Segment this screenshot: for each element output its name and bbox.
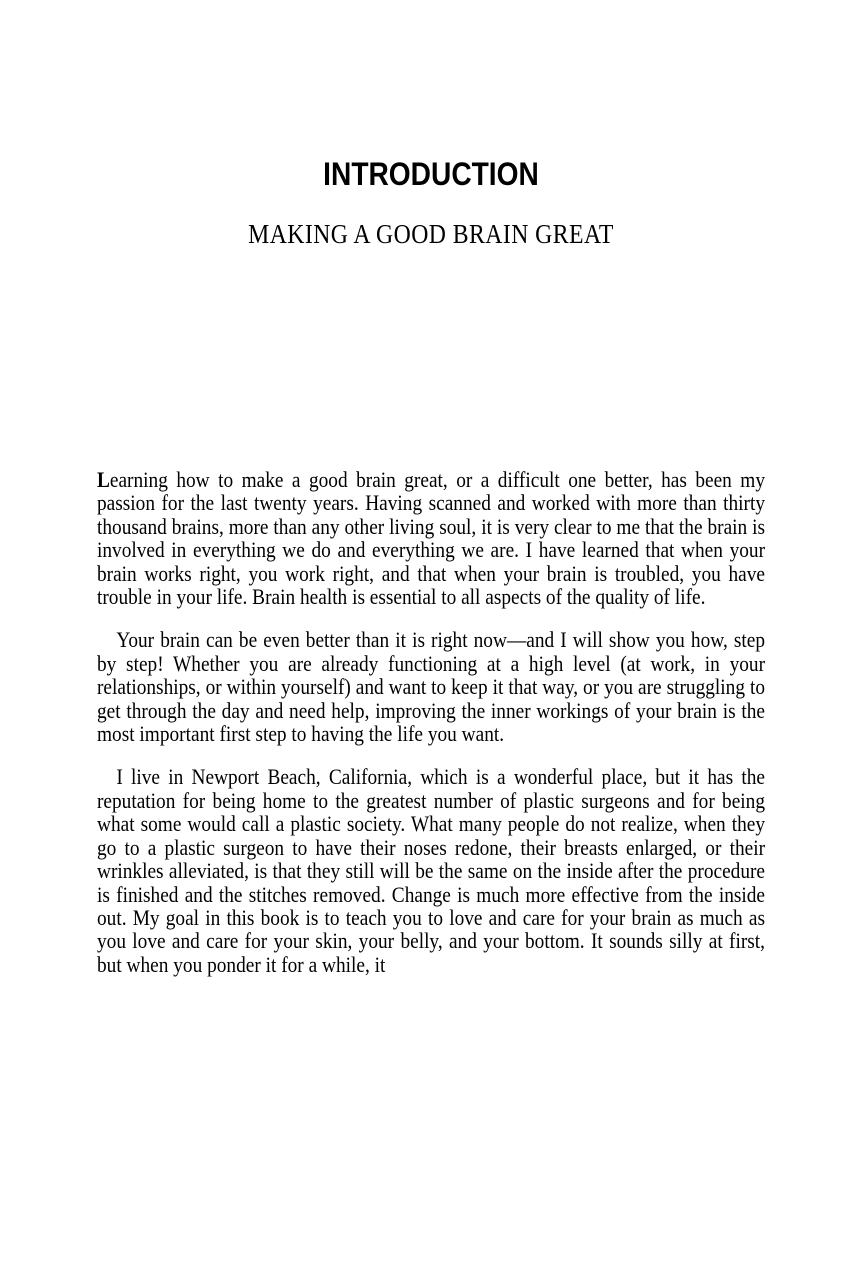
body-text	[97, 468, 765, 976]
chapter-subtitle: MAKING A GOOD BRAIN GREAT	[248, 219, 614, 249]
chapter-title: INTRODUCTION	[323, 156, 539, 192]
paragraph-1	[97, 468, 765, 608]
paragraph-1-text: earning how to make a good brain great, or a difficult one better, has been my passion for the last twenty years. Having scanned and worked with more than thirty thousand brains, more than any other living soul, it is very clear to me that the brain is involved in everything we do and everything we are. I have learned that when your brain works right, you work right, and that when your brain is troubled, you have trouble in your life. Brain health is essential to all aspects of the quality of life.	[96, 467, 766, 610]
paragraph-2: Your brain can be even better than it is right now—and I will show you how, step by step! Whether you are already functioning at a high level (at work, in your relationships, or within yourself) and want to keep it that way, or you are struggling to get through the day and need help, improving the inner workings of your brain is the most important first step to having the life you want.	[96, 627, 766, 747]
lead-capital: L	[96, 467, 110, 492]
book-page	[97, 158, 765, 976]
paragraph-3: I live in Newport Beach, California, which is a wonderful place, but it has the reputation for being home to the greatest number of plastic surgeons and for being what some would call a plastic society. What many people do not realize, when they go to a plastic surgeon to have their noses redone, their breasts enlarged, or their wrinkles alleviated, is that they still will be the same on the inside after the procedure is finished and the stitches removed. Change is much more effective from the inside out. My goal in this book is to teach you to love and care for your brain as much as you love and care for your skin, your belly, and your bottom. It sounds silly at first, but when you ponder it for a while, it	[96, 764, 766, 977]
